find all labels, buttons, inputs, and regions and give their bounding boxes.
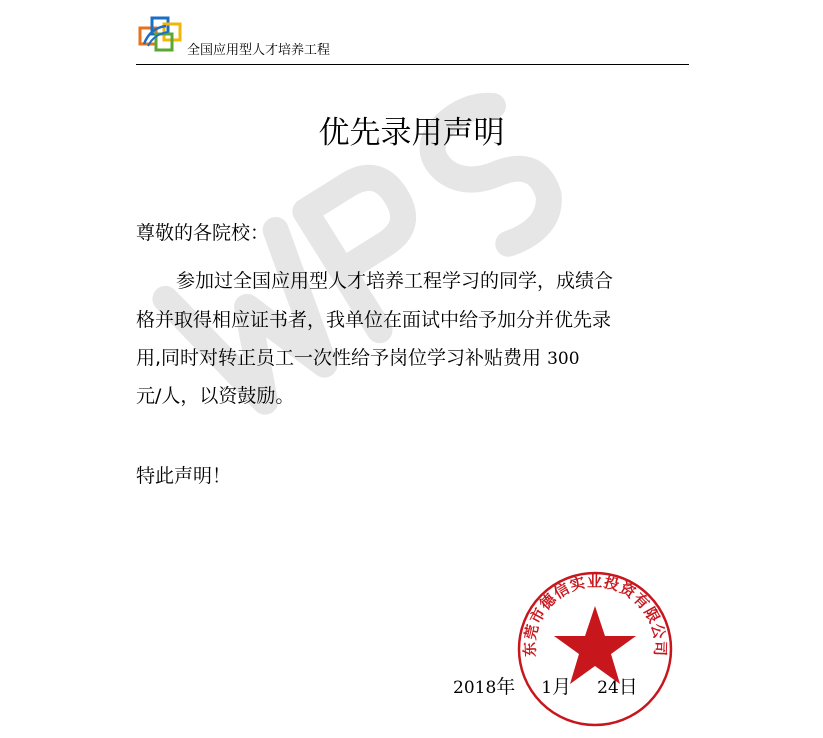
- date-year: 2018: [453, 678, 497, 698]
- header-divider: [136, 64, 689, 65]
- signature-date: [453, 674, 638, 701]
- salutation: 尊敬的各院校：: [136, 222, 270, 244]
- date-day: 24: [597, 678, 619, 698]
- seal-text: 东莞市德信实业投资有限公司: [520, 572, 670, 658]
- subsidy-amount: 300: [547, 349, 580, 369]
- body-line-4: 元/人，以资鼓励。: [136, 385, 295, 407]
- body-line-3-text: 用,同时对转正员工一次性给予岗位学习补贴费用: [136, 347, 548, 369]
- org-logo-icon: [138, 14, 186, 54]
- body-line-2: 格并取得相应证书者，我单位在面试中给予加分并优先录: [136, 309, 612, 331]
- page-title: 优先录用声明: [318, 115, 505, 151]
- org-name: 全国应用型人才培养工程: [187, 43, 331, 58]
- closing-statement: 特此声明！: [136, 465, 232, 487]
- date-year-unit: 年: [496, 676, 516, 698]
- body-line-1: 参加过全国应用型人才培养工程学习的同学，成绩合: [176, 270, 614, 292]
- date-day-unit: 日: [618, 676, 638, 698]
- date-month-unit: 月: [552, 676, 572, 698]
- body-line-3: [136, 345, 580, 372]
- date-month: 1: [541, 678, 553, 698]
- company-seal-icon: [515, 570, 675, 728]
